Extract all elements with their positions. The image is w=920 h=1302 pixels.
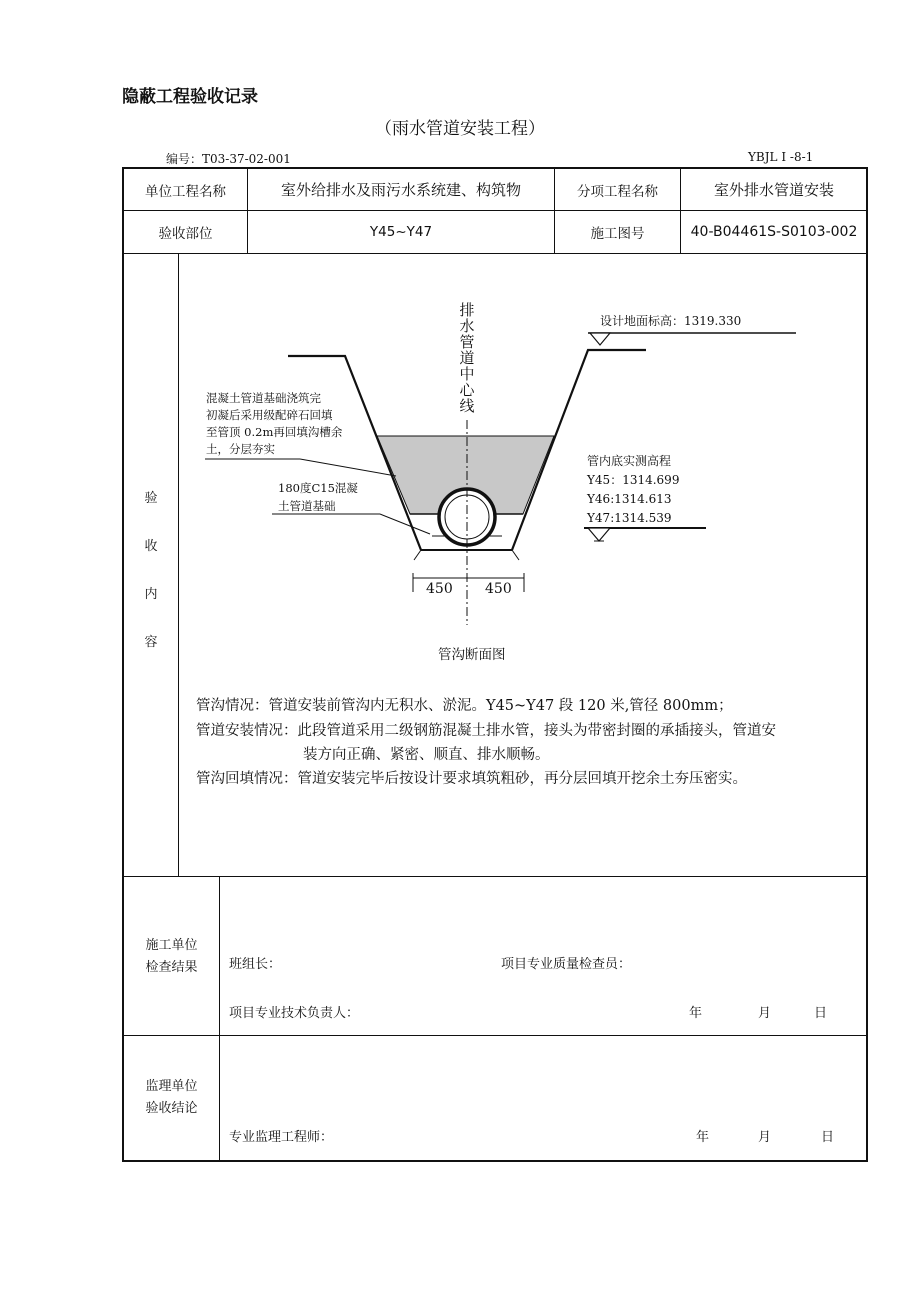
invert-marker bbox=[588, 528, 610, 541]
drawing-label: 施工图号 bbox=[590, 226, 645, 242]
team-leader-label: 班组长： bbox=[229, 957, 282, 972]
document-subtitle: （雨水管道安装工程） bbox=[375, 119, 545, 139]
centerline-label: 排 水 管 道 中 心 线 bbox=[459, 301, 475, 415]
form-code: YBJL I -8-1 bbox=[748, 150, 814, 164]
supervision-engineer-label: 专业监理工程师： bbox=[229, 1130, 334, 1145]
sub-project-value: 室外排水管道安装 bbox=[713, 181, 834, 199]
invert-elevation-block: 管内底实测高程 Y45：1314.699 Y46:1314.613 Y47:1314.539 bbox=[587, 454, 680, 525]
row-divider bbox=[123, 1035, 868, 1036]
elevation-marker bbox=[590, 333, 610, 345]
supervision-day: 日 bbox=[821, 1130, 835, 1145]
content-side-label: 验 收 内 容 bbox=[144, 491, 158, 650]
sub-project-label: 分项工程名称 bbox=[577, 183, 658, 200]
row-divider bbox=[123, 876, 868, 877]
installation-condition: 管道安装情况：此段管道采用二级钢筋混凝土排水管，接头为带密封圈的承插接头，管道安 bbox=[196, 723, 776, 739]
location-value: Y45~Y47 bbox=[369, 224, 433, 240]
diagram-caption: 管沟断面图 bbox=[438, 647, 506, 663]
unit-project-value: 室外给排水及雨污水系统建、构筑物 bbox=[280, 181, 521, 199]
unit-project-label: 单位工程名称 bbox=[145, 183, 226, 200]
drawing-value: 40-B04461S-S0103-002 bbox=[690, 224, 858, 240]
record-number: 编号：T03-37-02-001 bbox=[166, 152, 291, 166]
col-divider bbox=[219, 876, 220, 1161]
base-note: 180度C15混凝 土管道基础 bbox=[278, 481, 358, 513]
backfill-condition: 管沟回填情况：管道安装完毕后按设计要求填筑粗砂，再分层回填开挖余土夯压密实。 bbox=[196, 771, 747, 787]
quality-inspector-label: 项目专业质量检查员： bbox=[501, 957, 632, 972]
dimension-left: 450 bbox=[426, 581, 453, 597]
construction-day: 日 bbox=[814, 1006, 828, 1021]
supervision-month: 月 bbox=[758, 1130, 772, 1145]
dimension-right: 450 bbox=[485, 581, 512, 597]
backfill-note: 混凝土管道基础浇筑完 初凝后采用级配碎石回填 至管顶 0.2m再回填沟槽余 土，分层夯实 bbox=[206, 391, 343, 456]
construction-unit-label: 施工单位 检查结果 bbox=[145, 938, 198, 975]
supervision-year: 年 bbox=[696, 1130, 710, 1145]
document-title: 隐蔽工程验收记录 bbox=[122, 87, 258, 107]
construction-year: 年 bbox=[689, 1006, 703, 1021]
ground-elevation-label: 设计地面标高：1319.330 bbox=[600, 314, 742, 328]
trench-condition: 管沟情况：管道安装前管沟内无积水、淤泥。Y45~Y47 段 120 米,管径 800mm； bbox=[196, 698, 733, 714]
tech-lead-label: 项目专业技术负责人： bbox=[229, 1006, 360, 1021]
supervision-unit-label: 监理单位 验收结论 bbox=[145, 1079, 198, 1116]
location-label: 验收部位 bbox=[158, 226, 213, 242]
installation-condition-cont: 装方向正确、紧密、顺直、排水顺畅。 bbox=[303, 747, 550, 763]
construction-month: 月 bbox=[758, 1006, 772, 1021]
